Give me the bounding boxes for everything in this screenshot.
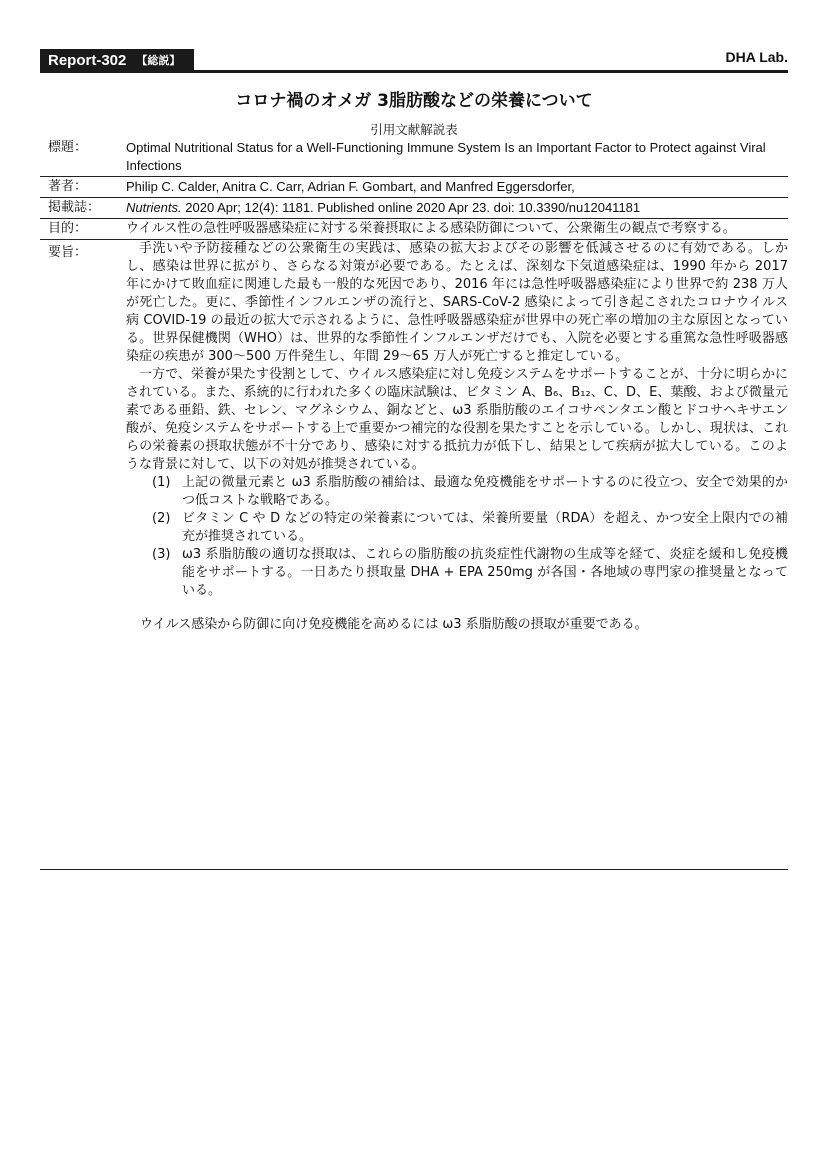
summary-row — [40, 240, 788, 638]
journal-label: 掲載誌： — [48, 200, 101, 215]
brand-name: DHA Lab. — [725, 49, 788, 65]
title-label: 標題： — [48, 140, 88, 155]
header-rule — [40, 70, 788, 73]
page-subtitle: 引用文献解説表 — [370, 122, 458, 137]
list-item-number: (1) — [152, 475, 171, 490]
journal-row — [40, 198, 788, 219]
report-badge — [40, 49, 194, 71]
list-item-number: (2) — [152, 511, 171, 526]
report-number: Report-302 — [48, 51, 127, 69]
list-item — [152, 546, 788, 600]
authors-value: Philip C. Calder, Anitra C. Carr, Adrian F. Gombart, and Manfred Eggersdorfer, — [126, 179, 575, 194]
bottom-rule — [40, 869, 788, 870]
journal-citation: 2020 Apr; 12(4): 1181. Published online 2020 Apr 23. doi: 10.3390/nu12041181 — [181, 200, 641, 215]
title-value: Optimal Nutritional Status for a Well-Functioning Immune System Is an Important Factor to Protect against Viral Infections — [126, 140, 766, 173]
list-item-text: ω3 系脂肪酸の適切な摂取は、これらの脂肪酸の抗炎症性代謝物の生成等を経て、炎症を緩和し免疫機能をサポートする。一日あたり摂取量 DHA + EPA 250mg が各国・各地域の専門家の推奨量となっている。 — [182, 547, 788, 598]
journal-value — [126, 198, 788, 219]
recommendation-list — [126, 474, 788, 600]
list-item-text: ビタミン C や D などの特定の栄養素については、栄養所要量（RDA）を超え、かつ安全上限内での補充が推奨されている。 — [182, 511, 788, 544]
list-item — [152, 510, 788, 546]
journal-name: Nutrients. — [126, 200, 182, 215]
list-item — [152, 474, 788, 510]
summary-paragraph-1: 手洗いや予防接種などの公衆衛生の実践は、感染の拡大およびその影響を低減させるのに有効である。しかし、感染は世界に拡がり、さらなる対策が必要である。たとえば、深刻な下気道感染症は、1990 年から 2017 年にかけて敗血症に関連した最も一般的な死因であり、2016 年には急性呼吸器感染症により世界で約 238 万人が死亡した。更に、季節性インフルエンザの流行と、SARS-CoV-2 感染によって引き起こされたコロナウイルス病 COVID-19 の最近の拡大で示されるように、急性呼吸器感染症が世界中の死亡率の増加の主な原因となっている。世界保健機関（WHO）は、世界的な季節性インフルエンザだけでも、入院を必要とする重篤な急性呼吸器感染症の疾患が 300〜500 万件発生し、年間 29〜65 万人が死亡すると推定している。 — [126, 241, 788, 364]
authors-row — [40, 177, 788, 198]
page-header — [40, 49, 788, 73]
title-row — [40, 138, 788, 177]
citation-table — [40, 138, 788, 637]
list-item-text: 上記の微量元素と ω3 系脂肪酸の補給は、最適な免疫機能をサポートするのに役立つ、安全で効果的かつ低コストな戦略である。 — [182, 475, 788, 508]
purpose-label: 目的： — [48, 221, 88, 236]
summary-body — [126, 240, 788, 638]
summary-paragraph-2: 一方で、栄養が果たす役割として、ウイルス感染症に対し免疫システムをサポートすることが、十分に明らかにされている。また、系統的に行われた多くの臨床試験は、ビタミン A、B₆、B₁₂、C、D、E、葉酸、および微量元素である亜鉛、鉄、セレン、マグネシウム、銅などと、ω3 系脂肪酸のエイコサペンタエン酸とドコサヘキサエン酸が、免疫システムをサポートする上で重要かつ補完的な役割を果たすことを示している。しかし、現状は、これらの栄養素の摂取状態が不十分であり、感染に対する抵抗力が低下し、結果として疾病が拡大している。このような背景に対して、以下の対処が推奨されている。 — [126, 367, 788, 472]
summary-label: 要旨： — [48, 245, 88, 260]
purpose-value: ウイルス性の急性呼吸器感染症に対する栄養摂取による感染防御について、公衆衛生の観点で考察する。 — [126, 221, 736, 236]
conclusion: ウイルス感染から防御に向け免疫機能を高めるには ω3 系脂肪酸の摂取が重要である。 — [140, 617, 648, 632]
purpose-row — [40, 219, 788, 240]
report-type: 【総説】 — [136, 54, 181, 67]
authors-label: 著者： — [48, 179, 88, 194]
list-item-number: (3) — [152, 547, 171, 562]
page-title: コロナ禍のオメガ 3脂肪酸などの栄養について — [235, 91, 593, 111]
